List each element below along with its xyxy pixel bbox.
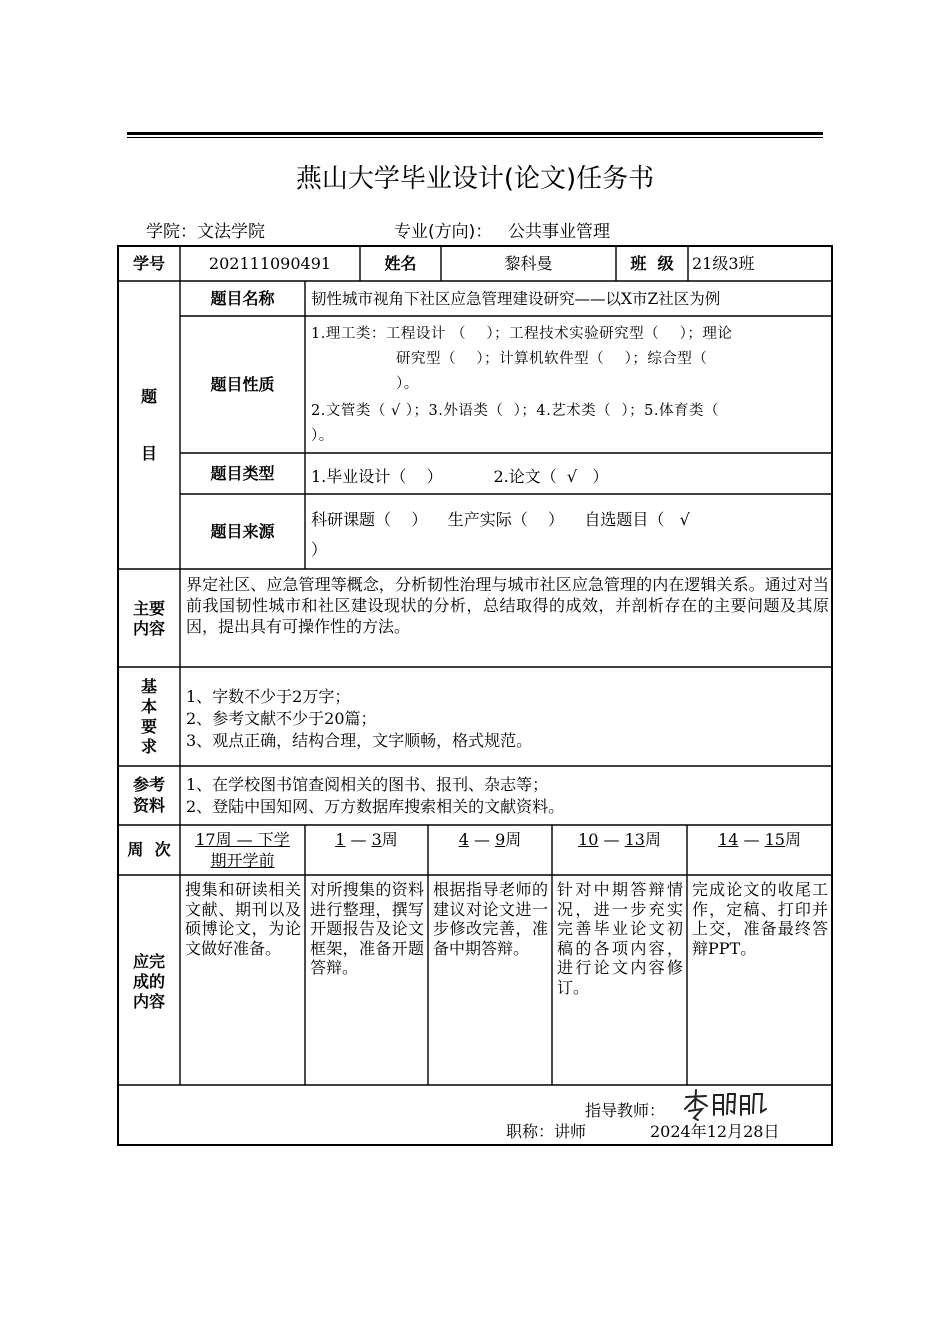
name-label: 姓名	[384, 254, 417, 273]
schedule-content-2: 对所搜集的资料进行整理，撰写开题报告及论文框架，准备开题答辩。	[310, 880, 424, 977]
week-range-4	[552, 830, 687, 850]
topic-source-line-1: 科研课题（ ） 生产实际（ ） 自选题目（ √	[311, 510, 690, 529]
topic-nature-line-2: 研究型（ ）；计算机软件型（ ）；综合型（	[396, 351, 708, 367]
main-content-text: 界定社区、应急管理等概念，分析韧性治理与城市社区应急管理的内在逻辑关系。通过对当前我国韧性城市和社区建设现状的分析，总结取得的成效，并剖析存在的主要问题及其原因，提出具有可操作性的方法。	[186, 575, 829, 636]
week-end: 3	[371, 830, 382, 849]
week-start: 10	[578, 830, 599, 849]
week-unit: 周	[644, 830, 661, 849]
major-value: 公共事业管理	[508, 222, 610, 242]
week-unit: 周	[381, 830, 398, 849]
reference-item: 2、登陆中国知网、万方数据库搜索相关的文献资料。	[186, 797, 565, 816]
advisor-label: 指导教师：	[585, 1101, 666, 1120]
requirements-label-char-4: 求	[140, 737, 157, 756]
schedule-content-3: 根据指导老师的建议对论文进一步修改完善，准备中期答辩。	[433, 880, 548, 958]
topic-section-label-2: 目	[140, 444, 157, 463]
week-range-1-line-2: 期开学前	[210, 851, 275, 870]
content-label-3: 内容	[132, 992, 165, 1011]
week-separator: —	[738, 830, 765, 849]
week-range-5	[687, 830, 832, 850]
topic-nature-line-5: ）。	[311, 428, 334, 444]
advisor-title: 职称：讲师	[506, 1122, 587, 1141]
week-separator: —	[598, 830, 625, 849]
requirement-item: 1、字数不少于2万字；	[186, 687, 351, 706]
student-id-label: 学号	[132, 254, 165, 273]
name-value: 黎科曼	[504, 254, 553, 273]
topic-type-value: 1.毕业设计（ ） 2.论文（ √ ）	[311, 467, 609, 486]
topic-title-label: 题目名称	[210, 289, 275, 308]
week-unit: 周	[505, 830, 522, 849]
week-separator: —	[468, 830, 496, 849]
week-separator: —	[345, 830, 372, 849]
college-label: 学院：文法学院	[146, 222, 265, 242]
requirements-label-char-1: 基	[140, 677, 157, 696]
references-label-1: 参考	[132, 775, 165, 794]
week-start: 1	[335, 830, 346, 849]
topic-section-label-1: 题	[140, 387, 157, 406]
requirements-label-char-3: 要	[140, 717, 157, 736]
week-start: 14	[718, 830, 739, 849]
advisor-signature	[680, 1087, 772, 1123]
schedule-content-4: 针对中期答辩情况，进一步充实完善毕业论文初稿的各项内容，进行论文内容修订。	[557, 880, 683, 997]
major-label: 专业(方向)：	[394, 222, 493, 242]
week-range-2	[305, 830, 428, 850]
topic-nature-line-4: 2.文管类（ √ ）；3.外语类（ ）；4.艺术类（ ）；5.体育类（	[311, 403, 719, 419]
topic-nature-line-1: 1.理工类：工程设计 （ ）；工程技术实验研究型（ ）；理论	[311, 326, 733, 342]
schedule-content-5: 完成论文的收尾工作，定稿、打印并上交，准备最终答辩PPT。	[692, 880, 828, 958]
week-end: 13	[624, 830, 645, 849]
document-title: 燕山大学毕业设计(论文)任务书	[295, 164, 655, 194]
main-content-label-1: 主要	[132, 599, 165, 618]
student-id-value: 202111090491	[208, 254, 332, 273]
requirements-label-char-2: 本	[140, 697, 157, 716]
references-label-2: 资料	[132, 796, 165, 815]
week-range-1-line-1: 17周 — 下学	[195, 830, 290, 849]
content-label-2: 成的	[132, 972, 165, 991]
class-label: 班 级	[630, 254, 674, 273]
week-range-3	[428, 830, 552, 850]
topic-type-label: 题目类型	[210, 464, 275, 483]
week-end: 9	[495, 830, 506, 849]
requirement-item: 2、参考文献不少于20篇；	[186, 709, 377, 728]
main-content-label-2: 内容	[132, 619, 165, 638]
topic-title-value: 韧性城市视角下社区应急管理建设研究——以X市Z社区为例	[311, 290, 721, 308]
requirement-item: 3、观点正确，结构合理，文字顺畅，格式规范。	[186, 731, 533, 750]
week-start: 4	[458, 830, 469, 849]
week-end: 15	[764, 830, 785, 849]
content-label-1: 应完	[132, 952, 165, 971]
week-unit: 周	[784, 830, 801, 849]
reference-item: 1、在学校图书馆查阅相关的图书、报刊、杂志等；	[186, 775, 549, 794]
topic-source-line-2: ）	[311, 540, 328, 559]
class-value: 21级3班	[692, 254, 755, 273]
schedule-content-1: 搜集和研读相关文献、期刊以及硕博论文，为论文做好准备。	[185, 880, 301, 958]
sign-date: 2024年12月28日	[650, 1122, 780, 1141]
topic-source-label: 题目来源	[210, 522, 275, 541]
topic-nature-label: 题目性质	[210, 375, 275, 394]
week-label: 周 次	[127, 840, 171, 859]
topic-nature-line-3: ）。	[396, 376, 419, 392]
